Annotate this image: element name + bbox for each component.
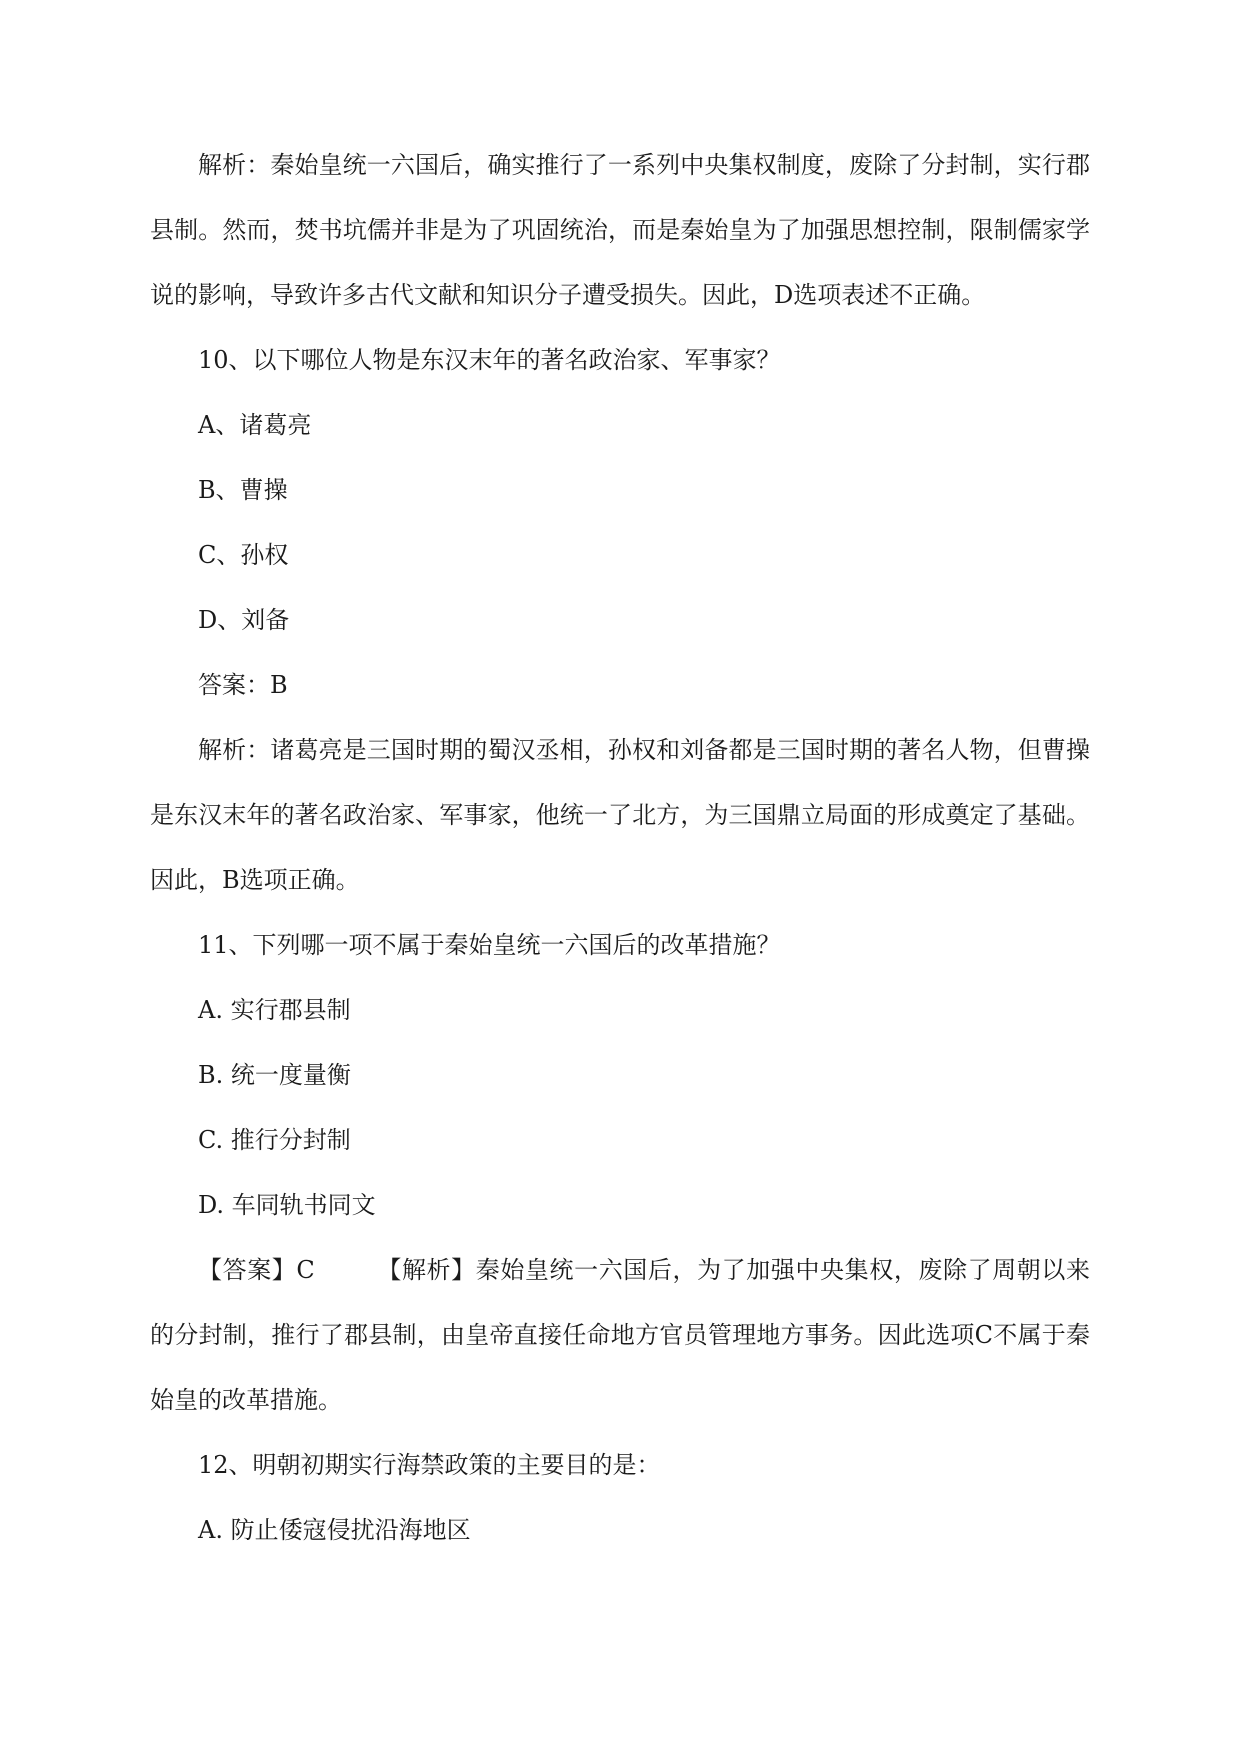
q10-option-b: B、曹操 [198,476,288,504]
question-11: 11、下列哪一项不属于秦始皇统一六国后的改革措施？ [198,931,781,959]
q10-option-d: D、刘备 [198,606,290,634]
q11-answer: 【答案】C [198,1256,315,1284]
q12-option-a: A. 防止倭寇侵扰沿海地区 [198,1516,471,1544]
q11-analysis: 【解析】秦始皇统一六国后，为了加强中央集权，废除了周朝以来的分封制，推行了郡县制，由皇帝直接任命地方官员管理地方事务。因此选项C不属于秦始皇的改革措施。 [150,1256,1090,1414]
analysis-q9: 解析：秦始皇统一六国后，确实推行了一系列中央集权制度，废除了分封制，实行郡县制。然而，焚书坑儒并非是为了巩固统治，而是秦始皇为了加强思想控制，限制儒家学说的影响，导致许多古代文献和知识分子遭受损失。因此，D选项表述不正确。 [150,151,1090,309]
q11-option-a: A. 实行郡县制 [198,996,351,1024]
question-10: 10、以下哪位人物是东汉末年的著名政治家、军事家？ [198,346,781,374]
question-12: 12、明朝初期实行海禁政策的主要目的是： [198,1451,661,1479]
q11-option-d: D. 车同轨书同文 [198,1191,376,1219]
q11-option-c: C. 推行分封制 [198,1126,351,1154]
q11-option-b: B. 统一度量衡 [198,1061,351,1089]
q10-option-a: A、诸葛亮 [198,411,312,439]
q10-analysis: 解析：诸葛亮是三国时期的蜀汉丞相，孙权和刘备都是三国时期的著名人物，但曹操是东汉末年的著名政治家、军事家，他统一了北方，为三国鼎立局面的形成奠定了基础。因此，B选项正确。 [150,736,1090,894]
q10-option-c: C、孙权 [198,541,289,569]
q10-answer: 答案：B [198,671,288,699]
q11-answer-analysis [150,1238,1090,1433]
